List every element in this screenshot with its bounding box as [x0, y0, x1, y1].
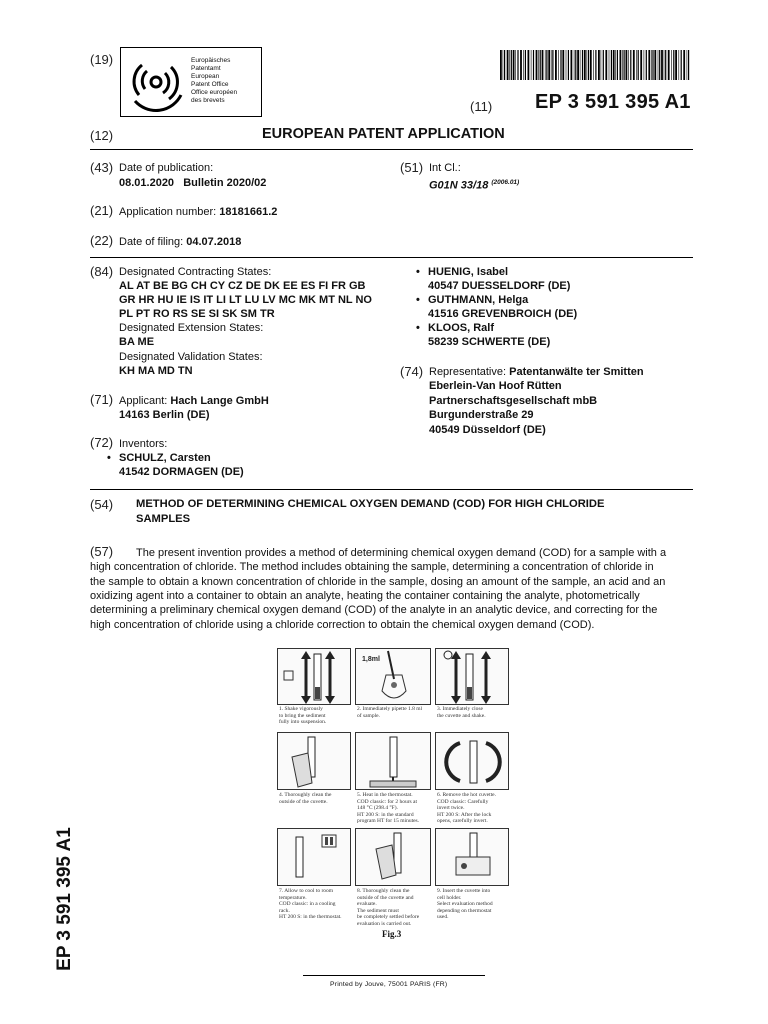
- pub-date-value: 08.01.2020: [119, 177, 175, 189]
- side-publication-number: EP 3 591 395 A1: [54, 827, 75, 971]
- inid-22: (22): [90, 233, 114, 248]
- step-1-image: [277, 648, 351, 705]
- representative-line: 40549 Düsseldorf (DE): [429, 424, 546, 436]
- shake-icon: [278, 649, 352, 706]
- clean-evaluate-icon: [356, 829, 432, 887]
- office-line: Office européen: [191, 89, 238, 96]
- filing-value: 04.07.2018: [186, 236, 242, 248]
- bullet-icon: •: [107, 452, 111, 464]
- cell-holder-icon: [436, 829, 510, 887]
- appno-label: Application number:: [119, 206, 217, 218]
- abstract-line: The present invention provides a method of determining chemical oxygen demand (COD) for a sample with a: [136, 547, 667, 559]
- title-rule: [90, 489, 693, 490]
- representative-label: Representative:: [429, 366, 507, 378]
- printer-note: Printed by Jouve, 75001 PARIS (FR): [330, 981, 448, 988]
- publication-date-label: Date of publication:: [119, 162, 214, 174]
- barcode-icon: [500, 50, 690, 80]
- publication-date: [119, 176, 266, 191]
- inid-12: (12): [90, 128, 114, 143]
- inventor-city: 41516 GREVENBROICH (DE): [428, 308, 578, 320]
- close-cuvette-icon: [436, 649, 510, 706]
- thermostat-icon: [356, 733, 432, 791]
- states-line: GR HR HU IE IS IT LI LT LU LV MC MK MT NL NO: [119, 294, 372, 306]
- document-type: EUROPEAN PATENT APPLICATION: [262, 126, 505, 142]
- applicant-label: Applicant:: [119, 395, 168, 407]
- inventor-city: 40547 DUESSELDORF (DE): [428, 280, 571, 292]
- step-7-image: [277, 828, 351, 886]
- invert-icon: [436, 733, 510, 791]
- office-name: [191, 57, 237, 105]
- title-line: METHOD OF DETERMINING CHEMICAL OXYGEN DEMAND (COD) FOR HIGH CHLORIDE: [136, 498, 605, 510]
- inventor-city: 41542 DORMAGEN (DE): [119, 466, 244, 478]
- inventor-name: [416, 321, 494, 336]
- office-line: European: [191, 73, 220, 80]
- states-label: Designated Contracting States:: [119, 266, 272, 278]
- intcl-edition: (2006.01): [491, 179, 520, 186]
- inid-21: (21): [90, 203, 114, 218]
- publication-number: EP 3 591 395 A1: [535, 91, 691, 113]
- inid-43: (43): [90, 160, 114, 175]
- bullet-icon: •: [416, 294, 420, 306]
- pipette-icon: [356, 649, 432, 706]
- representative-line: Burgunderstraße 29: [429, 409, 534, 421]
- inventor-city: 58239 SCHWERTE (DE): [428, 336, 551, 348]
- inid-54: (54): [90, 497, 114, 512]
- step-caption: 2. Immediately pipette 1.8 ml of sample.: [357, 706, 423, 719]
- inventor-name: [107, 451, 211, 466]
- footer-rule: [303, 975, 485, 976]
- applicant: [119, 394, 269, 409]
- step-caption: 6. Remove the hot cuvette. COD classic: Carefully invert twice. HT 200 S: After the lock opens, carefully invert.: [437, 792, 496, 825]
- representative: [429, 365, 644, 380]
- inid-19: (19): [90, 52, 114, 67]
- applicant-name: Hach Lange GmbH: [170, 395, 269, 407]
- inid-71: (71): [90, 392, 114, 407]
- abstract-line: the sample to obtain a known concentration of chloride in the sample, dosing an amount of the sample, an acid and an: [90, 576, 666, 588]
- inventor-name-value: KLOOS, Ralf: [428, 322, 495, 334]
- validation-label: Designated Validation States:: [119, 351, 263, 363]
- inventor-name: [416, 265, 508, 280]
- application-number: [119, 205, 277, 220]
- epo-emblem-icon: [125, 51, 187, 113]
- inventor-name-value: HUENIG, Isabel: [428, 266, 509, 278]
- step-caption: 7. Allow to cool to room temperature. COD classic: in a cooling rack. HT 200 S: in the thermostat.: [279, 888, 342, 921]
- inid-72: (72): [90, 435, 114, 450]
- step-9-image: [435, 828, 509, 886]
- filing-date: [119, 235, 241, 250]
- step-2-image: [355, 648, 431, 705]
- abstract-line: determining a preliminary chemical oxygen demand (COD) of the analyte in an analytic device, and correcting for the: [90, 604, 658, 616]
- validation-states: KH MA MD TN: [119, 365, 193, 377]
- bullet-icon: •: [416, 266, 420, 278]
- applicant-city: 14163 Berlin (DE): [119, 409, 210, 421]
- volume-label: 1,8ml: [362, 656, 380, 663]
- representative-line: Eberlein-Van Hoof Rütten: [429, 380, 562, 392]
- extension-label: Designated Extension States:: [119, 322, 264, 334]
- filing-label: Date of filing:: [119, 236, 184, 248]
- representative-name: Patentanwälte ter Smitten: [509, 366, 644, 378]
- appno-value: 18181661.2: [219, 206, 278, 218]
- office-line: Patent Office: [191, 81, 229, 88]
- intcl-value: [429, 176, 519, 193]
- step-caption: 5. Heat in the thermostat. COD classic: for 2 hours at 148 °C (298.4 °F). HT 200 S: in the standard program HT for 15 minutes.: [357, 792, 420, 825]
- office-line: des brevets: [191, 97, 225, 104]
- figure-label: Fig.3: [382, 929, 402, 939]
- office-line: Patentamt: [191, 65, 221, 72]
- figure-3: [277, 648, 509, 933]
- step-8-image: [355, 828, 431, 886]
- clean-cuvette-icon: [278, 733, 352, 791]
- step-5-image: [355, 732, 431, 790]
- step-caption: 9. Insert the cuvette into cell holder. Select evaluation method depending on thermostat used.: [437, 888, 493, 921]
- inid-11: (11): [470, 99, 493, 114]
- inventor-name: [416, 293, 528, 308]
- bullet-icon: •: [416, 322, 420, 334]
- inid-84: (84): [90, 264, 114, 279]
- inventors-label: Inventors:: [119, 438, 168, 450]
- inid-74: (74): [400, 364, 424, 379]
- step-6-image: [435, 732, 509, 790]
- intcl-label: Int Cl.:: [429, 162, 461, 174]
- step-caption: 1. Shake vigorously to bring the sediment fully into suspension.: [279, 706, 327, 726]
- abstract-line: oxidizing agent into a container to obtain an analyte, heating the container containing the analyte, photometrically: [90, 590, 640, 602]
- states-line: PL PT RO RS SE SI SK SM TR: [119, 308, 275, 320]
- office-line: Europäisches: [191, 57, 231, 64]
- inventor-name-value: SCHULZ, Carsten: [119, 452, 211, 464]
- abstract-line: high concentration of chloride. The method includes obtaining the sample, determining a concentration of chloride in: [90, 561, 654, 573]
- representative-line: Partnerschaftsgesellschaft mbB: [429, 395, 598, 407]
- step-3-image: [435, 648, 509, 705]
- states-line: AL AT BE BG CH CY CZ DE DK EE ES FI FR GB: [119, 280, 366, 292]
- extension-states: BA ME: [119, 336, 155, 348]
- step-caption: 3. Immediately close the cuvette and shake.: [437, 706, 486, 719]
- biblio-rule: [90, 257, 693, 258]
- epo-logo: [120, 47, 262, 117]
- bulletin: Bulletin 2020/02: [183, 177, 267, 189]
- inventor-name-value: GUTHMANN, Helga: [428, 294, 529, 306]
- step-caption: 8. Thoroughly clean the outside of the cuvette and evaluate. The sediment must be completely settled before evaluation is carried out.: [357, 888, 420, 927]
- inid-51: (51): [400, 160, 424, 175]
- intcl-class: G01N 33/18: [429, 179, 489, 192]
- abstract-line: high concentration of chloride using a chloride correction to obtain the chemical oxygen demand (COD).: [90, 619, 595, 631]
- title-line: SAMPLES: [136, 513, 191, 525]
- cooling-rack-icon: [278, 829, 352, 887]
- header-rule: [90, 149, 693, 150]
- inid-57: (57): [90, 544, 114, 559]
- step-caption: 4. Thoroughly clean the outside of the cuvette.: [279, 792, 332, 805]
- step-4-image: [277, 732, 351, 790]
